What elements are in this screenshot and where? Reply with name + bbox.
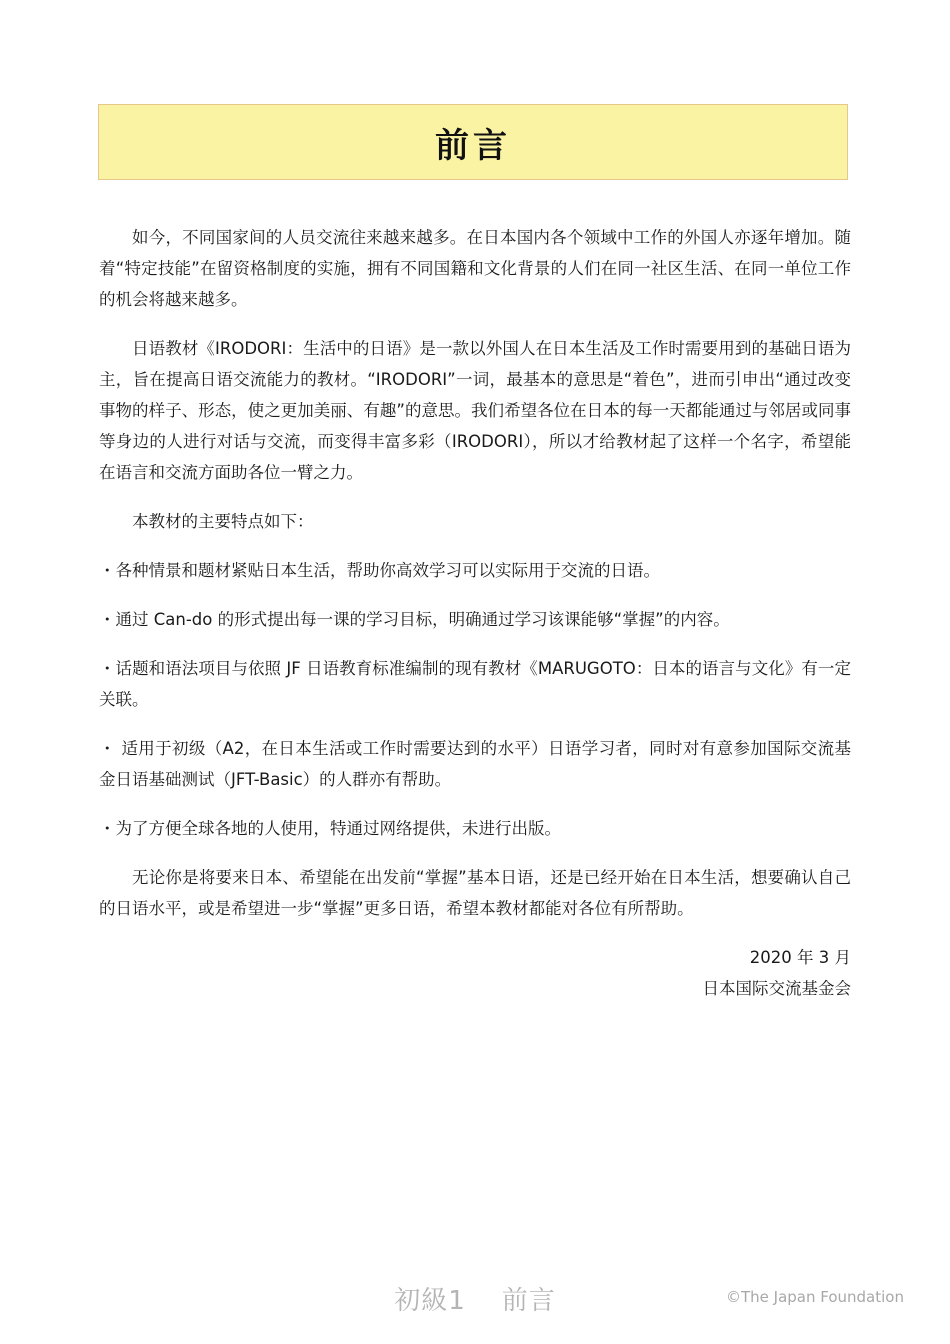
footer-section: 前言 (501, 1286, 556, 1316)
signature (99, 942, 851, 1004)
page-title: 前言 (435, 125, 511, 166)
footer-copyright: ©The Japan Foundation (725, 1288, 904, 1306)
closing-paragraph: 无论你是将要来日本、希望能在出发前“掌握”基本日语，还是已经开始在日本生活，想要确认自己的日语水平，或是希望进一步“掌握”更多日语，希望本教材都能对各位有所帮助。 (99, 868, 851, 918)
signature-date: 2020 年 3 月 (749, 948, 851, 967)
features-intro: 本教材的主要特点如下： (132, 512, 314, 531)
body-text (99, 222, 851, 1004)
intro-paragraph-2: 日语教材《IRODORI：生活中的日语》是一款以外国人在日本生活及工作时需要用到的基础日语为主，旨在提高日语交流能力的教材。“IRODORI”一词，最基本的意思是“着色”，进而引申出“通过改变事物的样子、形态，使之更加美丽、有趣”的意思。我们希望各位在日本的每一天都能通过与邻居或同事等身边的人进行对话与交流，而变得丰富多彩（IRODORI），所以才给教材起了这样一个名字，希望能在语言和交流方面助各位一臂之力。 (99, 339, 851, 482)
title-banner (98, 104, 848, 180)
signature-organization: 日本国际交流基金会 (702, 979, 851, 998)
feature-item: ・话题和语法项目与依照 JF 日语教育标准编制的现有教材《MARUGOTO：日本的语言与文化》有一定关联。 (99, 659, 851, 709)
feature-item: ・通过 Can-do 的形式提出每一课的学习目标，明确通过学习该课能够“掌握”的内容。 (99, 610, 730, 629)
feature-item: ・各种情景和题材紧贴日本生活，帮助你高效学习可以实际用于交流的日语。 (99, 561, 660, 580)
footer-level: 初級1 (394, 1286, 466, 1316)
feature-item: ・为了方便全球各地的人使用，特通过网络提供，未进行出版。 (99, 819, 561, 838)
intro-paragraph-1: 如今，不同国家间的人员交流往来越来越多。在日本国内各个领域中工作的外国人亦逐年增加。随着“特定技能”在留资格制度的实施，拥有不同国籍和文化背景的人们在同一社区生活、在同一单位工作的机会将越来越多。 (99, 228, 851, 309)
feature-item: ・ 适用于初级（A2，在日本生活或工作时需要达到的水平）日语学习者，同时对有意参加国际交流基金日语基础测试（JFT-Basic）的人群亦有帮助。 (99, 739, 851, 789)
